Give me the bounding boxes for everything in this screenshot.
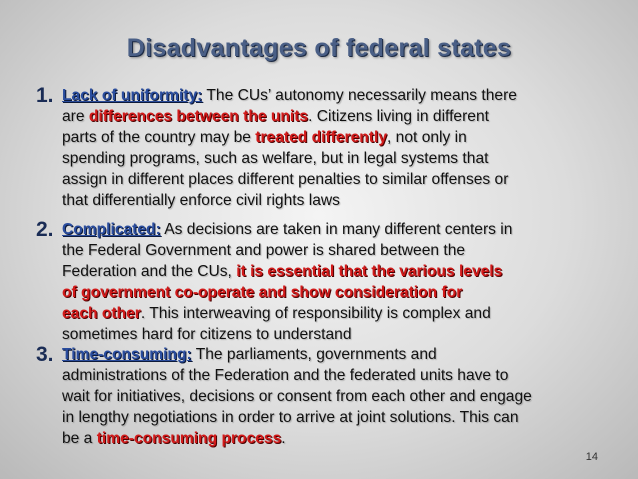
text-line (62, 407, 532, 428)
item-heading: Lack of uniformity: (62, 87, 203, 104)
body-text: spending programs, such as welfare, but in legal systems that (62, 150, 489, 167)
item-number: 1. (36, 84, 54, 107)
body-text: be a (62, 430, 97, 447)
item-number: 3. (36, 343, 54, 366)
text-line (62, 386, 532, 407)
body-text: in lengthy negotiations in order to arrive at joint solutions. This can (62, 409, 519, 426)
body-text: wait for initiatives, decisions or consent from each other and engage (62, 388, 532, 405)
item-text (62, 85, 517, 211)
emphasis-text: time-consuming process (96, 430, 282, 447)
item-text (62, 219, 512, 345)
text-line (62, 240, 512, 261)
text-line (62, 219, 512, 240)
body-text: The CUs’ autonomy necessarily means there (202, 87, 517, 104)
page-number: 14 (585, 451, 598, 463)
body-text: Federation and the CUs, (62, 263, 237, 280)
text-line (62, 169, 517, 190)
emphasis-text: of government co-operate and show consideration for (62, 284, 463, 301)
body-text: . This interweaving of responsibility is complex and (140, 305, 491, 322)
body-text: The parliaments, governments and (191, 346, 437, 363)
text-line (62, 127, 517, 148)
emphasis-text: each other (62, 305, 141, 322)
emphasis-text: it is essential that the various levels (236, 263, 503, 280)
text-line (62, 428, 532, 449)
body-text: that differentially enforce civil rights laws (62, 192, 340, 209)
emphasis-text: treated differently (255, 129, 388, 146)
item-heading: Complicated: (62, 221, 161, 238)
item-heading: Time-consuming: (62, 346, 192, 363)
text-line (62, 365, 532, 386)
text-line (62, 282, 512, 303)
text-line (62, 148, 517, 169)
body-text: assign in different places different penalties to similar offenses or (62, 171, 509, 188)
emphasis-text: differences between the units (88, 108, 309, 125)
item-text (62, 344, 532, 449)
body-text: parts of the country may be (62, 129, 256, 146)
body-text: . (281, 430, 286, 447)
body-text: sometimes hard for citizens to understand (62, 326, 352, 343)
text-line (62, 344, 532, 365)
text-line (62, 261, 512, 282)
body-text: administrations of the Federation and the federated units have to (62, 367, 509, 384)
slide-title: Disadvantages of federal states (126, 34, 512, 62)
text-line (62, 190, 517, 211)
text-line (62, 85, 517, 106)
body-text: are (62, 108, 89, 125)
body-text: the Federal Government and power is shared between the (62, 242, 466, 259)
body-text: , not only in (387, 129, 467, 146)
body-text: . Citizens living in different (308, 108, 489, 125)
item-number: 2. (36, 218, 54, 241)
text-line (62, 303, 512, 324)
body-text: As decisions are taken in many different centers in (160, 221, 513, 238)
text-line (62, 106, 517, 127)
text-line (62, 324, 512, 345)
